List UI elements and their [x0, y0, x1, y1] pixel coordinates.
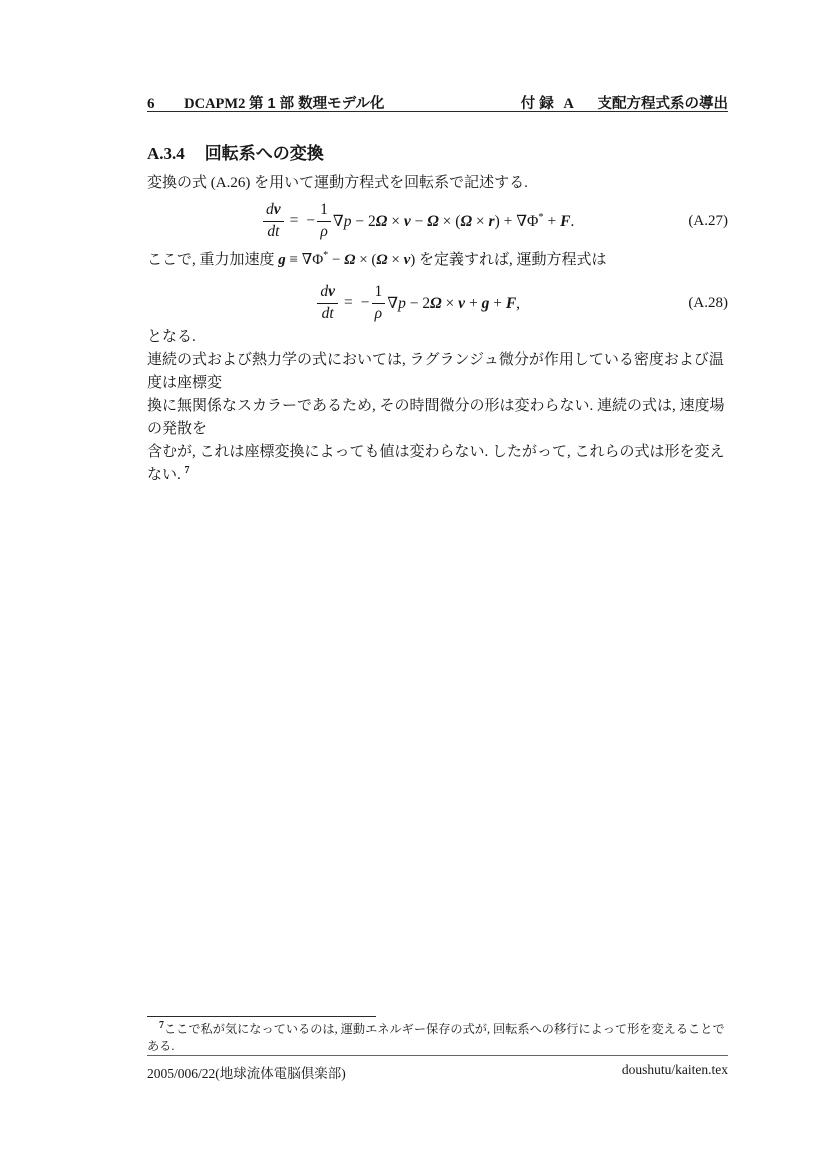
header-part-title: 第 1 部 数理モデル化 — [248, 96, 385, 112]
header-left — [147, 92, 384, 113]
paragraph-line: 換に無関係なスカラーであるため, その時間微分の形は変わらない. 連続の式は, 速度場の発散を — [147, 398, 725, 437]
header-right — [521, 92, 728, 113]
equation-number-a28: (A.28) — [688, 294, 728, 311]
paragraph-gravity-definition: ここで, 重力加速度 g ≡ ∇Φ* − Ω × (Ω × v) を定義すれば, 運動方程式は — [147, 250, 607, 268]
section-heading — [147, 139, 728, 164]
footnote-marker: 7 — [159, 1019, 164, 1031]
equation-number-a27: (A.27) — [688, 212, 728, 229]
page-number: 6 — [147, 96, 155, 112]
header-appendix-label: 付 録 — [520, 96, 554, 112]
header-part-code: DCAPM2 — [184, 96, 246, 112]
footnote — [147, 1021, 728, 1055]
header-rule — [147, 111, 728, 112]
page-footer — [147, 1062, 728, 1082]
section-title: 回転系への変換 — [204, 144, 324, 163]
page-header — [147, 92, 728, 113]
paragraph-tonaru: となる. — [147, 329, 196, 345]
paragraph-continuity — [147, 326, 728, 487]
footer-filename: doushutu/kaiten.tex — [621, 1062, 728, 1077]
footnote-text: ここで私が気になっているのは, 運動エネルギー保存の式が, 回転系への移行によって形を変えることである. — [147, 1022, 725, 1053]
paragraph-line: 含むが, これは座標変換によっても値は変わらない. したがって, これらの式は形を変えない. $^7$ — [147, 444, 725, 483]
equation-a27 — [147, 197, 728, 245]
footnote-reference-mark: 7 — [184, 465, 190, 476]
equation-a28 — [147, 279, 728, 327]
paragraph-line: 連続の式および熱力学の式においては, ラグランジュ微分が作用している密度および温度は座標変 — [147, 352, 724, 391]
equation-a28-math: $\frac{dv}{dt}$ = − $\frac{1}{\rho}$ ∇p − 2Ω × v + g + F, — [147, 283, 688, 323]
paragraph-intro: 変換の式 (A.26) を用いて運動方程式を回転系で記述する. — [147, 175, 528, 191]
section-number: A.3.4 — [147, 144, 185, 163]
fraction-dvdt: $\frac{dv}{dt}$ — [317, 283, 338, 323]
equation-a27-math: $\frac{dv}{dt}$ = − $\frac{1}{\rho}$ ∇p − 2Ω × v − Ω × (Ω × r) + ∇Φ* + F. — [147, 201, 688, 241]
fraction-1-rho: $\frac{1}{\rho}$ — [317, 201, 331, 241]
fraction-dvdt: $\frac{dv}{dt}$ — [263, 201, 284, 241]
fraction-1-rho: $\frac{1}{\rho}$ — [372, 283, 386, 323]
footnote-rule — [147, 1016, 376, 1017]
header-appendix-letter: A — [563, 96, 574, 112]
footer-rule — [147, 1055, 728, 1056]
footer-date-organization: 2005/006/22(地球流体電脳倶楽部) — [147, 1066, 346, 1081]
header-appendix-title: 支配方程式系の導出 — [597, 96, 728, 112]
